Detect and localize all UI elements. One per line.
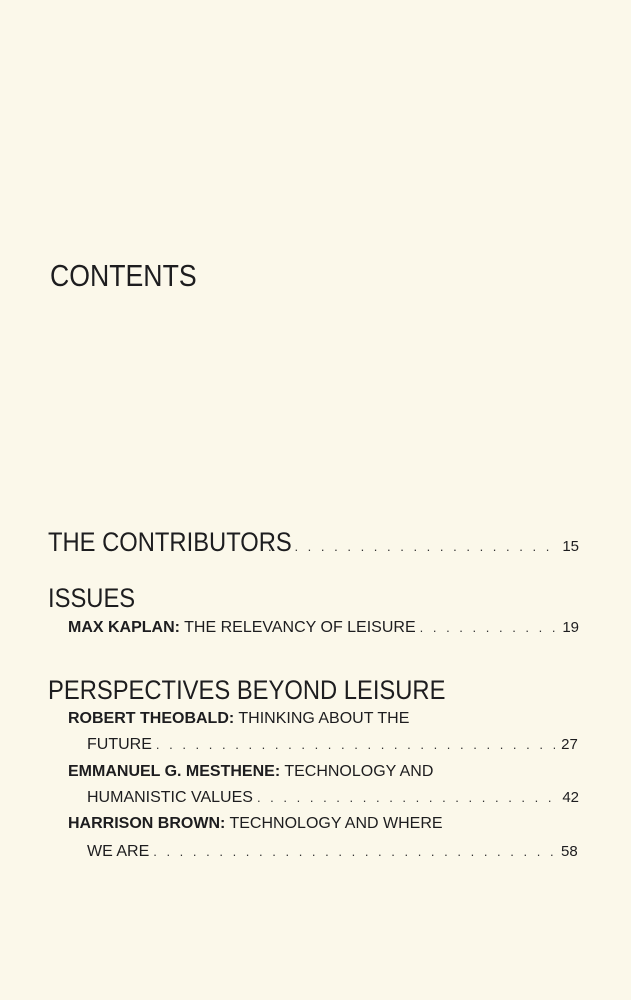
entry-title-line2: HUMANISTIC VALUES	[87, 789, 253, 806]
toc-row-theobald	[0, 736, 631, 760]
entry-title-line2: WE ARE	[87, 843, 150, 860]
dot-leader	[420, 620, 557, 635]
toc-row-mesthene	[0, 789, 631, 813]
author-name: HARRISON BROWN:	[68, 815, 226, 832]
toc-row-brown	[0, 843, 631, 867]
entry-title: THE RELEVANCY OF LEISURE	[184, 619, 416, 636]
page-number: 19	[562, 619, 579, 636]
page-number: 42	[562, 789, 579, 806]
entry-line-1	[68, 815, 443, 833]
page-number: 15	[562, 538, 579, 555]
page-number: 58	[561, 843, 578, 860]
entry-line-1	[68, 763, 433, 781]
entry-text	[68, 619, 416, 637]
author-name: ROBERT THEOBALD:	[68, 710, 235, 727]
page-number: 27	[561, 736, 578, 753]
contents-heading: CONTENTS	[50, 258, 197, 293]
section-title-issues: ISSUES	[48, 583, 136, 613]
dot-leader	[257, 790, 556, 805]
dot-leader	[268, 539, 556, 554]
section-title-perspectives: PERSPECTIVES BEYOND LEISURE	[48, 675, 446, 705]
entry-title-line1: THINKING ABOUT THE	[238, 710, 410, 727]
section-title-contributors: THE CONTRIBUTORS	[48, 527, 292, 557]
dot-leader	[156, 737, 555, 752]
author-name: EMMANUEL G. MESTHENE:	[68, 763, 281, 780]
entry-line-1	[68, 710, 409, 728]
toc-row-kaplan	[0, 619, 631, 643]
entry-title-line2: FUTURE	[87, 736, 152, 753]
author-name: MAX KAPLAN:	[68, 619, 180, 636]
dot-leader	[153, 844, 555, 859]
toc-row-contributors	[0, 527, 631, 557]
entry-title-line1: TECHNOLOGY AND WHERE	[229, 815, 443, 832]
entry-title-line1: TECHNOLOGY AND	[284, 763, 434, 780]
